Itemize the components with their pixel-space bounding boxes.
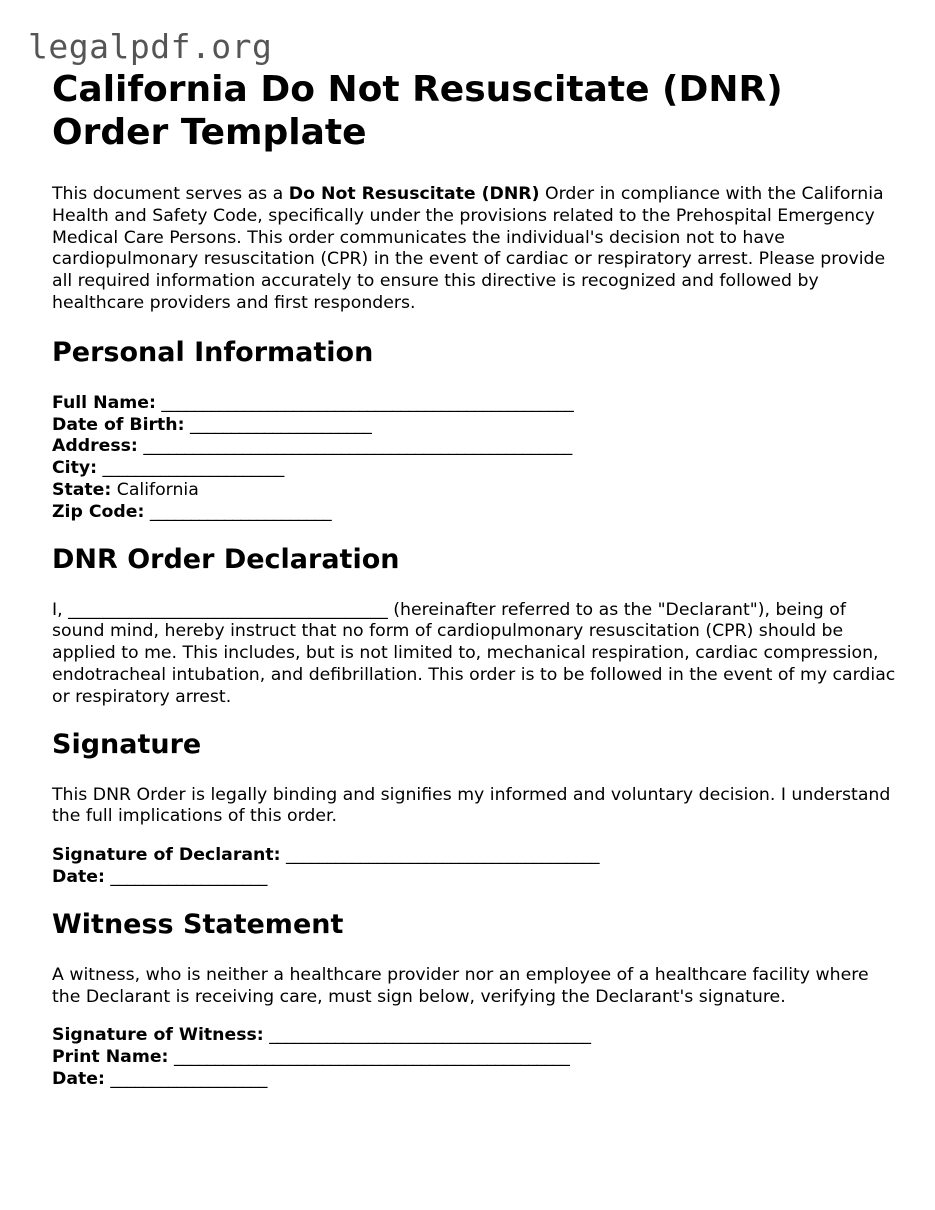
- witness-signature-blank[interactable]: _______________________________________: [269, 1025, 591, 1046]
- zip-label: Zip Code:: [52, 501, 145, 522]
- witness-print-name-blank[interactable]: ________________________________________________: [173, 1047, 570, 1068]
- witness-fields: [52, 1025, 897, 1090]
- signature-paragraph: This DNR Order is legally binding and signifies my informed and voluntary decision. I understand the full implications of this order.: [52, 784, 891, 827]
- zip-blank[interactable]: ______________________: [149, 501, 332, 522]
- personal-info-heading: Personal Information: [52, 336, 374, 368]
- address-blank[interactable]: ____________________________________________________: [143, 436, 572, 457]
- intro-bold-term: Do Not Resuscitate (DNR): [288, 184, 540, 204]
- declarant-signature-field[interactable]: [52, 845, 897, 867]
- declarant-date-label: Date:: [52, 866, 105, 887]
- signature-heading: Signature: [52, 728, 202, 760]
- declaration-paragraph: I, _____________________________________ (hereinafter referred to as the "Declarant"), being of sound mind, hereby instruct that no form of cardiopulmonary resuscitation (CPR) should be applied to me. This includes, but is not limited to, mechanical respiration, cardiac compression, endotracheal intubation, and defibrillation. This order is to be followed in the event of my cardiac or respiratory arrest.: [52, 599, 896, 707]
- state-value: California: [116, 479, 199, 500]
- state-label: State:: [52, 479, 112, 500]
- signature-fields: [52, 845, 897, 889]
- dob-label: Date of Birth:: [52, 414, 185, 435]
- witness-print-name-label: Print Name:: [52, 1047, 169, 1068]
- address-field[interactable]: [52, 436, 897, 458]
- declarant-date-field[interactable]: [52, 867, 897, 889]
- full-name-field[interactable]: [52, 393, 897, 415]
- state-field: [52, 480, 897, 502]
- document-body: [52, 68, 897, 1111]
- declarant-signature-label: Signature of Declarant:: [52, 845, 281, 866]
- intro-text-start: This document serves as a: [52, 184, 289, 204]
- zip-field[interactable]: [52, 502, 897, 524]
- dob-blank[interactable]: ______________________: [190, 414, 372, 435]
- city-field[interactable]: [52, 458, 897, 480]
- witness-signature-label: Signature of Witness:: [52, 1025, 264, 1046]
- full-name-label: Full Name:: [52, 392, 156, 413]
- declaration-heading: DNR Order Declaration: [52, 543, 400, 575]
- personal-info-fields: [52, 393, 897, 524]
- intro-text-end: Order in compliance with the California Health and Safety Code, specifically under the provisions related to the Prehospital Emergency Medical Care Persons. This order communicates the individual's decision not to have cardiopulmonary resuscitation (CPR) in the event of cardiac or respiratory arrest. Please provide all required information accurately to ensure this directive is recognized and followed by healthcare providers and first responders.: [52, 184, 886, 313]
- declarant-signature-blank[interactable]: ______________________________________: [286, 845, 600, 866]
- witness-paragraph: A witness, who is neither a healthcare provider nor an employee of a healthcare facility where the Declarant is receiving care, must sign below, verifying the Declarant's signature.: [52, 964, 869, 1007]
- declarant-date-blank[interactable]: ___________________: [110, 866, 267, 887]
- witness-date-label: Date:: [52, 1068, 105, 1089]
- witness-print-name-field[interactable]: [52, 1047, 897, 1069]
- page-title: California Do Not Resuscitate (DNR) Order Template: [52, 69, 783, 153]
- city-blank[interactable]: ______________________: [102, 458, 284, 479]
- city-label: City:: [52, 458, 98, 479]
- full-name-blank[interactable]: __________________________________________________: [161, 392, 574, 413]
- address-label: Address:: [52, 436, 138, 457]
- witness-signature-field[interactable]: [52, 1025, 897, 1047]
- witness-date-field[interactable]: [52, 1069, 897, 1091]
- dob-field[interactable]: [52, 415, 897, 437]
- witness-heading: Witness Statement: [52, 908, 344, 940]
- intro-paragraph: [52, 184, 897, 315]
- watermark-logo: legalpdf.org: [28, 27, 273, 66]
- witness-date-blank[interactable]: ___________________: [110, 1068, 267, 1089]
